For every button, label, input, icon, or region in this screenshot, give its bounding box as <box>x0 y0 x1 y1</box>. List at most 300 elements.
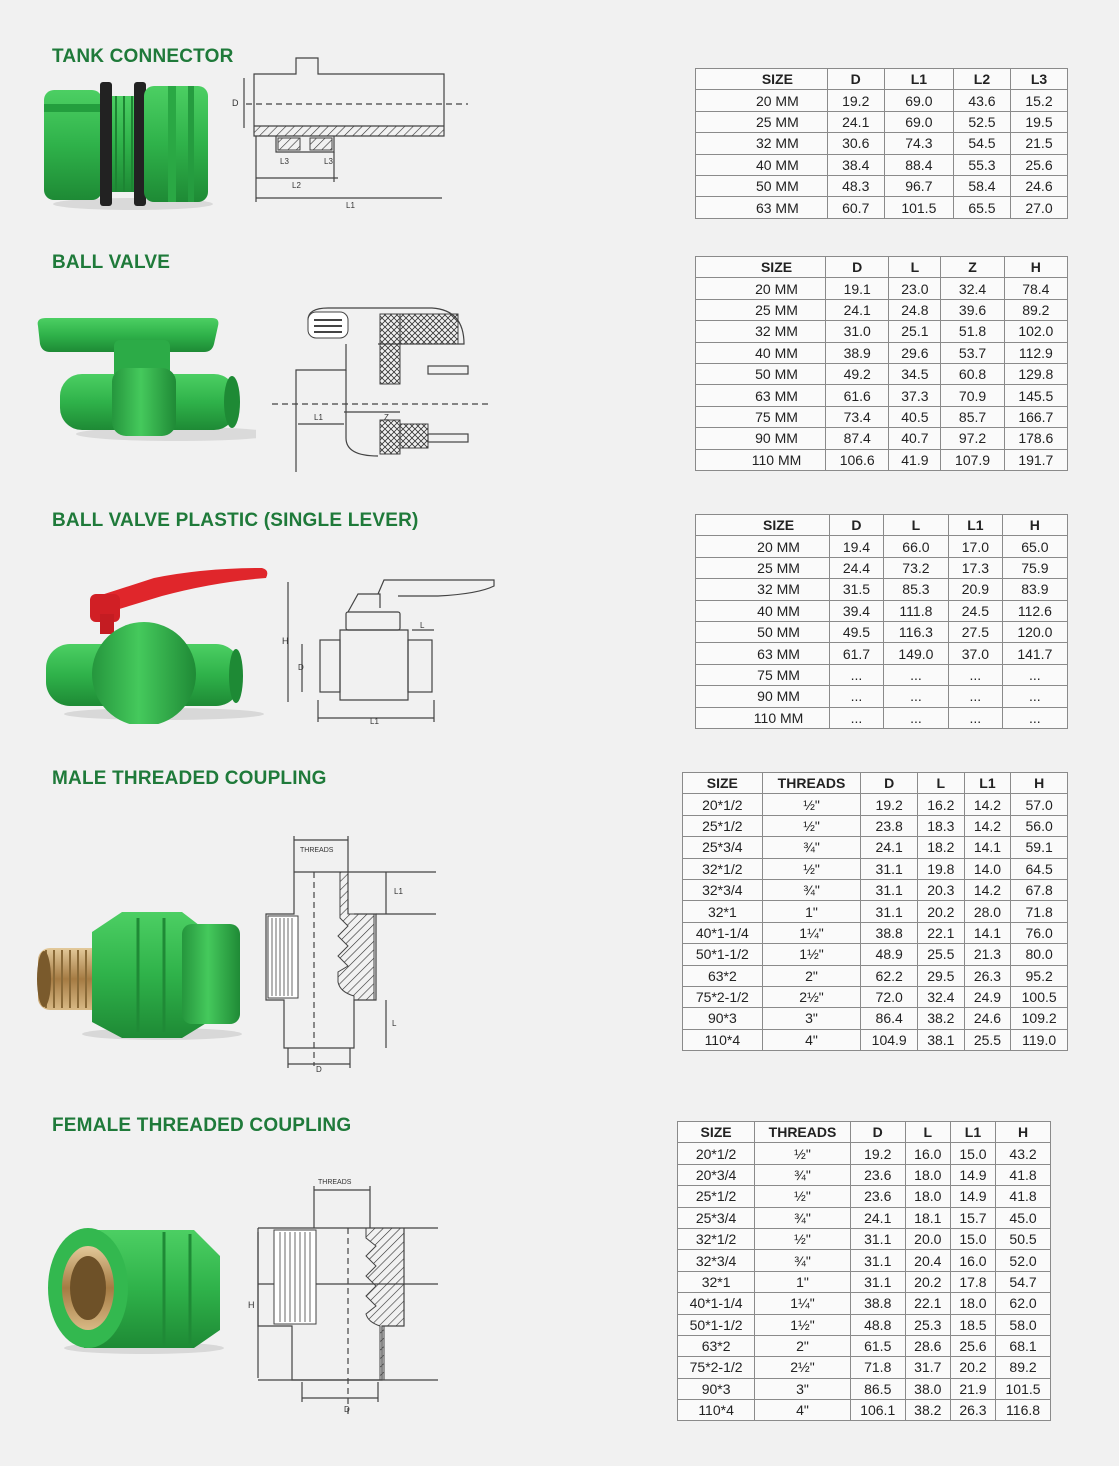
table-cell: 43.2 <box>996 1143 1051 1164</box>
table-cell: ½" <box>762 794 861 815</box>
table-cell: 80.0 <box>1011 944 1068 965</box>
table-cell: 24.9 <box>964 986 1011 1007</box>
tank-connector-photo <box>38 74 218 214</box>
table-cell: 20.0 <box>905 1228 950 1249</box>
column-header: D <box>861 773 918 794</box>
table-cell: 19.2 <box>861 794 918 815</box>
table-cell: ½" <box>755 1143 851 1164</box>
table-cell: 19.4 <box>830 536 884 557</box>
column-header: L1 <box>884 69 953 90</box>
table-cell: 31.1 <box>861 858 918 879</box>
table-cell: 101.5 <box>996 1378 1051 1399</box>
table-cell: 57.0 <box>1011 794 1068 815</box>
table-row <box>696 428 1068 449</box>
table-cell: 14.0 <box>964 858 1011 879</box>
section-title-female-threaded-coupling: FEMALE THREADED COUPLING <box>52 1115 352 1136</box>
table-cell: 18.3 <box>918 815 965 836</box>
table-cell: 56.0 <box>1011 815 1068 836</box>
table-cell: 24.1 <box>826 299 889 320</box>
table-cell: 54.5 <box>953 133 1010 154</box>
table-cell: 65.0 <box>1002 536 1067 557</box>
table-cell: 62.0 <box>996 1293 1051 1314</box>
table-cell: 100.5 <box>1011 986 1068 1007</box>
table-cell: 45.0 <box>996 1207 1051 1228</box>
table-cell: 101.5 <box>884 197 953 218</box>
table-cell: 24.1 <box>850 1207 905 1228</box>
table-cell: 27.5 <box>949 621 1003 642</box>
table-cell: 52.5 <box>953 111 1010 132</box>
table-cell: ... <box>830 686 884 707</box>
male-threaded-coupling-drawing <box>262 832 442 1078</box>
table-cell: 119.0 <box>1011 1029 1068 1050</box>
tank-dim-label-l3a: L3 <box>280 157 289 166</box>
table-row <box>696 664 1068 685</box>
table-row <box>683 965 1068 986</box>
table-cell: 28.6 <box>905 1335 950 1356</box>
table-cell: 102.0 <box>1004 321 1067 342</box>
table-header-row <box>683 773 1068 794</box>
table-row <box>678 1164 1051 1185</box>
table-cell: 78.4 <box>1004 278 1067 299</box>
table-cell: 22.1 <box>905 1293 950 1314</box>
column-header: D <box>830 515 884 536</box>
table-cell: 30.6 <box>827 133 884 154</box>
ball-valve-plastic-drawing <box>278 572 498 728</box>
table-cell: 96.7 <box>884 175 953 196</box>
table-cell: 88.4 <box>884 154 953 175</box>
table-cell: 32.4 <box>918 986 965 1007</box>
table-cell: 38.2 <box>918 1008 965 1029</box>
table-cell: 2" <box>762 965 861 986</box>
column-header: L1 <box>964 773 1011 794</box>
male-dim-label-d: D <box>316 1065 322 1074</box>
table-cell: 32*1/2 <box>683 858 763 879</box>
table-cell: ... <box>949 707 1003 728</box>
table-cell: 18.1 <box>905 1207 950 1228</box>
table-cell: ¾" <box>755 1207 851 1228</box>
table-row <box>696 557 1068 578</box>
table-cell: 18.0 <box>950 1293 995 1314</box>
tank-dim-label-l3b: L3 <box>324 157 333 166</box>
table-cell: 110 MM <box>696 707 830 728</box>
column-header: SIZE <box>678 1122 755 1143</box>
table-cell: 55.3 <box>953 154 1010 175</box>
table-cell: 61.5 <box>850 1335 905 1356</box>
table-cell: 25*1/2 <box>683 815 763 836</box>
table-cell: 16.0 <box>905 1143 950 1164</box>
table-row <box>678 1400 1051 1421</box>
table-cell: 32.4 <box>941 278 1004 299</box>
table-cell: 63*2 <box>683 965 763 986</box>
table-cell: ½" <box>762 858 861 879</box>
table-row <box>696 133 1068 154</box>
table-row <box>696 342 1068 363</box>
table-cell: 110*4 <box>678 1400 755 1421</box>
section-title-tank-connector: TANK CONNECTOR <box>52 46 234 67</box>
table-cell: 19.5 <box>1010 111 1067 132</box>
table-cell: 16.0 <box>950 1250 995 1271</box>
table-cell: 3" <box>755 1378 851 1399</box>
table-cell: 141.7 <box>1002 643 1067 664</box>
table-cell: 145.5 <box>1004 385 1067 406</box>
table-cell: 53.7 <box>941 342 1004 363</box>
table-cell: 38.0 <box>905 1378 950 1399</box>
table-cell: 89.2 <box>1004 299 1067 320</box>
table-cell: 116.8 <box>996 1400 1051 1421</box>
column-header: L <box>905 1122 950 1143</box>
table-cell: 41.8 <box>996 1164 1051 1185</box>
table-cell: ½" <box>762 815 861 836</box>
table-cell: 85.3 <box>883 579 948 600</box>
female-dim-label-threads: THREADS <box>318 1179 352 1186</box>
section-title-male-threaded-coupling: MALE THREADED COUPLING <box>52 768 327 789</box>
table-cell: 64.5 <box>1011 858 1068 879</box>
male-dim-label-threads: THREADS <box>300 847 334 854</box>
table-cell: 110*4 <box>683 1029 763 1050</box>
table-cell: 25.5 <box>964 1029 1011 1050</box>
table-cell: ¾" <box>755 1164 851 1185</box>
table-row <box>683 944 1068 965</box>
table-cell: 20 MM <box>696 278 826 299</box>
table-cell: 27.0 <box>1010 197 1067 218</box>
table-cell: 87.4 <box>826 428 889 449</box>
table-row <box>678 1228 1051 1249</box>
table-cell: 20.2 <box>905 1271 950 1292</box>
table-cell: 23.6 <box>850 1186 905 1207</box>
table-cell: 86.5 <box>850 1378 905 1399</box>
table-cell: 31.1 <box>850 1228 905 1249</box>
table-row <box>678 1143 1051 1164</box>
table-cell: 50 MM <box>696 363 826 384</box>
table-cell: 24.6 <box>964 1008 1011 1029</box>
table-cell: 2" <box>755 1335 851 1356</box>
ball-valve-drawing <box>268 300 498 476</box>
table-row <box>696 686 1068 707</box>
table-cell: 71.8 <box>850 1357 905 1378</box>
table-row <box>678 1378 1051 1399</box>
column-header: THREADS <box>755 1122 851 1143</box>
table-cell: 1" <box>755 1271 851 1292</box>
ball-valve-spec-table <box>695 256 1068 471</box>
table-cell: 23.8 <box>861 815 918 836</box>
column-header: SIZE <box>696 515 830 536</box>
table-cell: 75 MM <box>696 664 830 685</box>
table-cell: 14.1 <box>964 837 1011 858</box>
table-cell: 34.5 <box>889 363 941 384</box>
table-row <box>683 879 1068 900</box>
table-cell: 14.2 <box>964 879 1011 900</box>
table-cell: 32*3/4 <box>683 879 763 900</box>
table-cell: 17.0 <box>949 536 1003 557</box>
table-cell: 32*3/4 <box>678 1250 755 1271</box>
table-cell: 19.2 <box>827 90 884 111</box>
female-threaded-coupling-photo <box>44 1222 224 1356</box>
male-dim-label-l1: L1 <box>394 887 403 896</box>
table-cell: 31.1 <box>850 1271 905 1292</box>
table-cell: 90 MM <box>696 686 830 707</box>
table-cell: 68.1 <box>996 1335 1051 1356</box>
table-row <box>696 600 1068 621</box>
table-cell: 62.2 <box>861 965 918 986</box>
table-cell: 49.5 <box>830 621 884 642</box>
column-header: SIZE <box>696 257 826 278</box>
table-cell: 1¼" <box>755 1293 851 1314</box>
table-cell: 18.5 <box>950 1314 995 1335</box>
table-cell: 24.5 <box>949 600 1003 621</box>
column-header: H <box>1002 515 1067 536</box>
table-row <box>696 406 1068 427</box>
table-cell: ¾" <box>762 879 861 900</box>
table-header-row <box>678 1122 1051 1143</box>
table-cell: 20*3/4 <box>678 1164 755 1185</box>
column-header: D <box>827 69 884 90</box>
ball-valve-dim-label-z: Z <box>384 413 389 422</box>
column-header: D <box>826 257 889 278</box>
table-cell: 85.7 <box>941 406 1004 427</box>
table-cell: 18.0 <box>905 1186 950 1207</box>
table-cell: ½" <box>755 1228 851 1249</box>
table-cell: 14.9 <box>950 1164 995 1185</box>
table-cell: 23.0 <box>889 278 941 299</box>
table-cell: 20.4 <box>905 1250 950 1271</box>
table-cell: 51.8 <box>941 321 1004 342</box>
table-cell: 22.1 <box>918 922 965 943</box>
table-cell: 39.4 <box>830 600 884 621</box>
column-header: L <box>883 515 948 536</box>
column-header: THREADS <box>762 773 861 794</box>
column-header: L2 <box>953 69 1010 90</box>
section-title-ball-valve-plastic: BALL VALVE PLASTIC (SINGLE LEVER) <box>52 510 419 531</box>
table-cell: 26.3 <box>964 965 1011 986</box>
table-cell: 15.7 <box>950 1207 995 1228</box>
table-cell: ... <box>1002 686 1067 707</box>
table-row <box>696 299 1068 320</box>
table-row <box>683 837 1068 858</box>
table-row <box>696 536 1068 557</box>
column-header: Z <box>941 257 1004 278</box>
column-header: L <box>918 773 965 794</box>
column-header: L1 <box>949 515 1003 536</box>
ball-valve-photo <box>36 314 256 444</box>
table-cell: 19.2 <box>850 1143 905 1164</box>
table-cell: 24.6 <box>1010 175 1067 196</box>
table-row <box>696 197 1068 218</box>
ball-valve-plastic-dim-label-l: L <box>420 621 425 630</box>
table-cell: 39.6 <box>941 299 1004 320</box>
table-cell: 14.2 <box>964 794 1011 815</box>
male-threaded-coupling-photo <box>32 904 246 1044</box>
table-row <box>683 794 1068 815</box>
female-dim-label-h: H <box>248 1300 255 1310</box>
table-row <box>683 1029 1068 1050</box>
table-cell: 38.1 <box>918 1029 965 1050</box>
table-row <box>696 175 1068 196</box>
table-row <box>678 1293 1051 1314</box>
table-cell: 25 MM <box>696 557 830 578</box>
table-cell: 41.9 <box>889 449 941 470</box>
table-cell: 31.7 <box>905 1357 950 1378</box>
table-cell: 60.8 <box>941 363 1004 384</box>
table-cell: 4" <box>755 1400 851 1421</box>
table-row <box>683 922 1068 943</box>
table-row <box>678 1357 1051 1378</box>
table-cell: 75.9 <box>1002 557 1067 578</box>
table-cell: 37.0 <box>949 643 1003 664</box>
table-cell: 38.9 <box>826 342 889 363</box>
table-cell: 25.6 <box>1010 154 1067 175</box>
table-cell: 32 MM <box>696 579 830 600</box>
table-cell: 23.6 <box>850 1164 905 1185</box>
table-cell: 63 MM <box>696 643 830 664</box>
table-cell: 66.0 <box>883 536 948 557</box>
table-cell: ... <box>1002 707 1067 728</box>
table-header-row <box>696 257 1068 278</box>
table-cell: 191.7 <box>1004 449 1067 470</box>
table-cell: ... <box>949 686 1003 707</box>
table-cell: 20*1/2 <box>683 794 763 815</box>
table-cell: 116.3 <box>883 621 948 642</box>
table-row <box>696 154 1068 175</box>
table-cell: 25 MM <box>696 111 828 132</box>
table-cell: 90 MM <box>696 428 826 449</box>
table-cell: 178.6 <box>1004 428 1067 449</box>
tank-connector-spec-table <box>695 68 1068 219</box>
table-cell: 18.2 <box>918 837 965 858</box>
table-cell: 109.2 <box>1011 1008 1068 1029</box>
table-cell: 37.3 <box>889 385 941 406</box>
column-header: H <box>996 1122 1051 1143</box>
table-cell: ½" <box>755 1186 851 1207</box>
table-row <box>683 986 1068 1007</box>
ball-valve-plastic-dim-label-d: D <box>298 663 304 672</box>
table-cell: 28.0 <box>964 901 1011 922</box>
table-cell: 31.0 <box>826 321 889 342</box>
table-cell: 20*1/2 <box>678 1143 755 1164</box>
table-cell: 111.8 <box>883 600 948 621</box>
table-cell: 20.2 <box>950 1357 995 1378</box>
table-cell: 72.0 <box>861 986 918 1007</box>
table-cell: 4" <box>762 1029 861 1050</box>
table-cell: 40*1-1/4 <box>683 922 763 943</box>
table-cell: 112.6 <box>1002 600 1067 621</box>
table-cell: 1¼" <box>762 922 861 943</box>
table-cell: 75*2-1/2 <box>683 986 763 1007</box>
table-cell: 166.7 <box>1004 406 1067 427</box>
table-cell: 106.1 <box>850 1400 905 1421</box>
table-cell: 83.9 <box>1002 579 1067 600</box>
table-cell: 86.4 <box>861 1008 918 1029</box>
table-cell: 90*3 <box>683 1008 763 1029</box>
table-cell: 15.2 <box>1010 90 1067 111</box>
column-header: L1 <box>950 1122 995 1143</box>
table-cell: 61.6 <box>826 385 889 406</box>
table-cell: 41.8 <box>996 1186 1051 1207</box>
table-cell: 70.9 <box>941 385 1004 406</box>
table-cell: 17.3 <box>949 557 1003 578</box>
table-cell: 40 MM <box>696 342 826 363</box>
tank-dim-label-l2: L2 <box>292 181 301 190</box>
table-row <box>683 815 1068 836</box>
table-cell: 38.2 <box>905 1400 950 1421</box>
table-cell: ... <box>883 664 948 685</box>
table-cell: 106.6 <box>826 449 889 470</box>
table-cell: 32*1 <box>678 1271 755 1292</box>
table-row <box>696 278 1068 299</box>
table-cell: 14.2 <box>964 815 1011 836</box>
table-cell: 14.1 <box>964 922 1011 943</box>
table-cell: 20.2 <box>918 901 965 922</box>
table-cell: 20.9 <box>949 579 1003 600</box>
table-row <box>696 385 1068 406</box>
table-cell: 50*1-1/2 <box>683 944 763 965</box>
table-cell: 26.3 <box>950 1400 995 1421</box>
column-header: L3 <box>1010 69 1067 90</box>
ball-valve-plastic-dim-label-h: H <box>282 636 289 646</box>
ball-valve-dim-label-l1: L1 <box>314 413 323 422</box>
table-cell: 149.0 <box>883 643 948 664</box>
table-cell: 3" <box>762 1008 861 1029</box>
column-header: H <box>1011 773 1068 794</box>
table-cell: 32 MM <box>696 321 826 342</box>
table-cell: 59.1 <box>1011 837 1068 858</box>
table-cell: 110 MM <box>696 449 826 470</box>
table-row <box>678 1314 1051 1335</box>
table-cell: 112.9 <box>1004 342 1067 363</box>
table-cell: 29.6 <box>889 342 941 363</box>
table-cell: 52.0 <box>996 1250 1051 1271</box>
table-cell: ¾" <box>755 1250 851 1271</box>
table-cell: ... <box>949 664 1003 685</box>
table-row <box>696 363 1068 384</box>
table-cell: 20 MM <box>696 90 828 111</box>
table-cell: ... <box>830 664 884 685</box>
column-header: D <box>850 1122 905 1143</box>
table-cell: 63 MM <box>696 385 826 406</box>
table-row <box>696 707 1068 728</box>
table-cell: 31.1 <box>861 879 918 900</box>
table-cell: 15.0 <box>950 1143 995 1164</box>
table-cell: 76.0 <box>1011 922 1068 943</box>
table-cell: 20 MM <box>696 536 830 557</box>
male-threaded-coupling-spec-table <box>682 772 1068 1051</box>
table-cell: 61.7 <box>830 643 884 664</box>
table-cell: 50*1-1/2 <box>678 1314 755 1335</box>
table-cell: 38.8 <box>850 1293 905 1314</box>
table-row <box>696 90 1068 111</box>
table-row <box>696 449 1068 470</box>
table-cell: 58.0 <box>996 1314 1051 1335</box>
table-cell: 40 MM <box>696 600 830 621</box>
table-row <box>696 579 1068 600</box>
table-cell: 71.8 <box>1011 901 1068 922</box>
table-cell: 40*1-1/4 <box>678 1293 755 1314</box>
table-cell: 21.9 <box>950 1378 995 1399</box>
table-cell: 65.5 <box>953 197 1010 218</box>
table-cell: 32 MM <box>696 133 828 154</box>
table-cell: 63*2 <box>678 1335 755 1356</box>
table-cell: 21.3 <box>964 944 1011 965</box>
table-cell: 19.1 <box>826 278 889 299</box>
table-cell: 18.0 <box>905 1164 950 1185</box>
table-cell: 129.8 <box>1004 363 1067 384</box>
table-cell: 107.9 <box>941 449 1004 470</box>
table-cell: 25.1 <box>889 321 941 342</box>
table-cell: 31.1 <box>850 1250 905 1271</box>
table-cell: 1" <box>762 901 861 922</box>
tank-dim-label-d: D <box>232 98 239 108</box>
table-cell: 20.3 <box>918 879 965 900</box>
table-row <box>696 643 1068 664</box>
